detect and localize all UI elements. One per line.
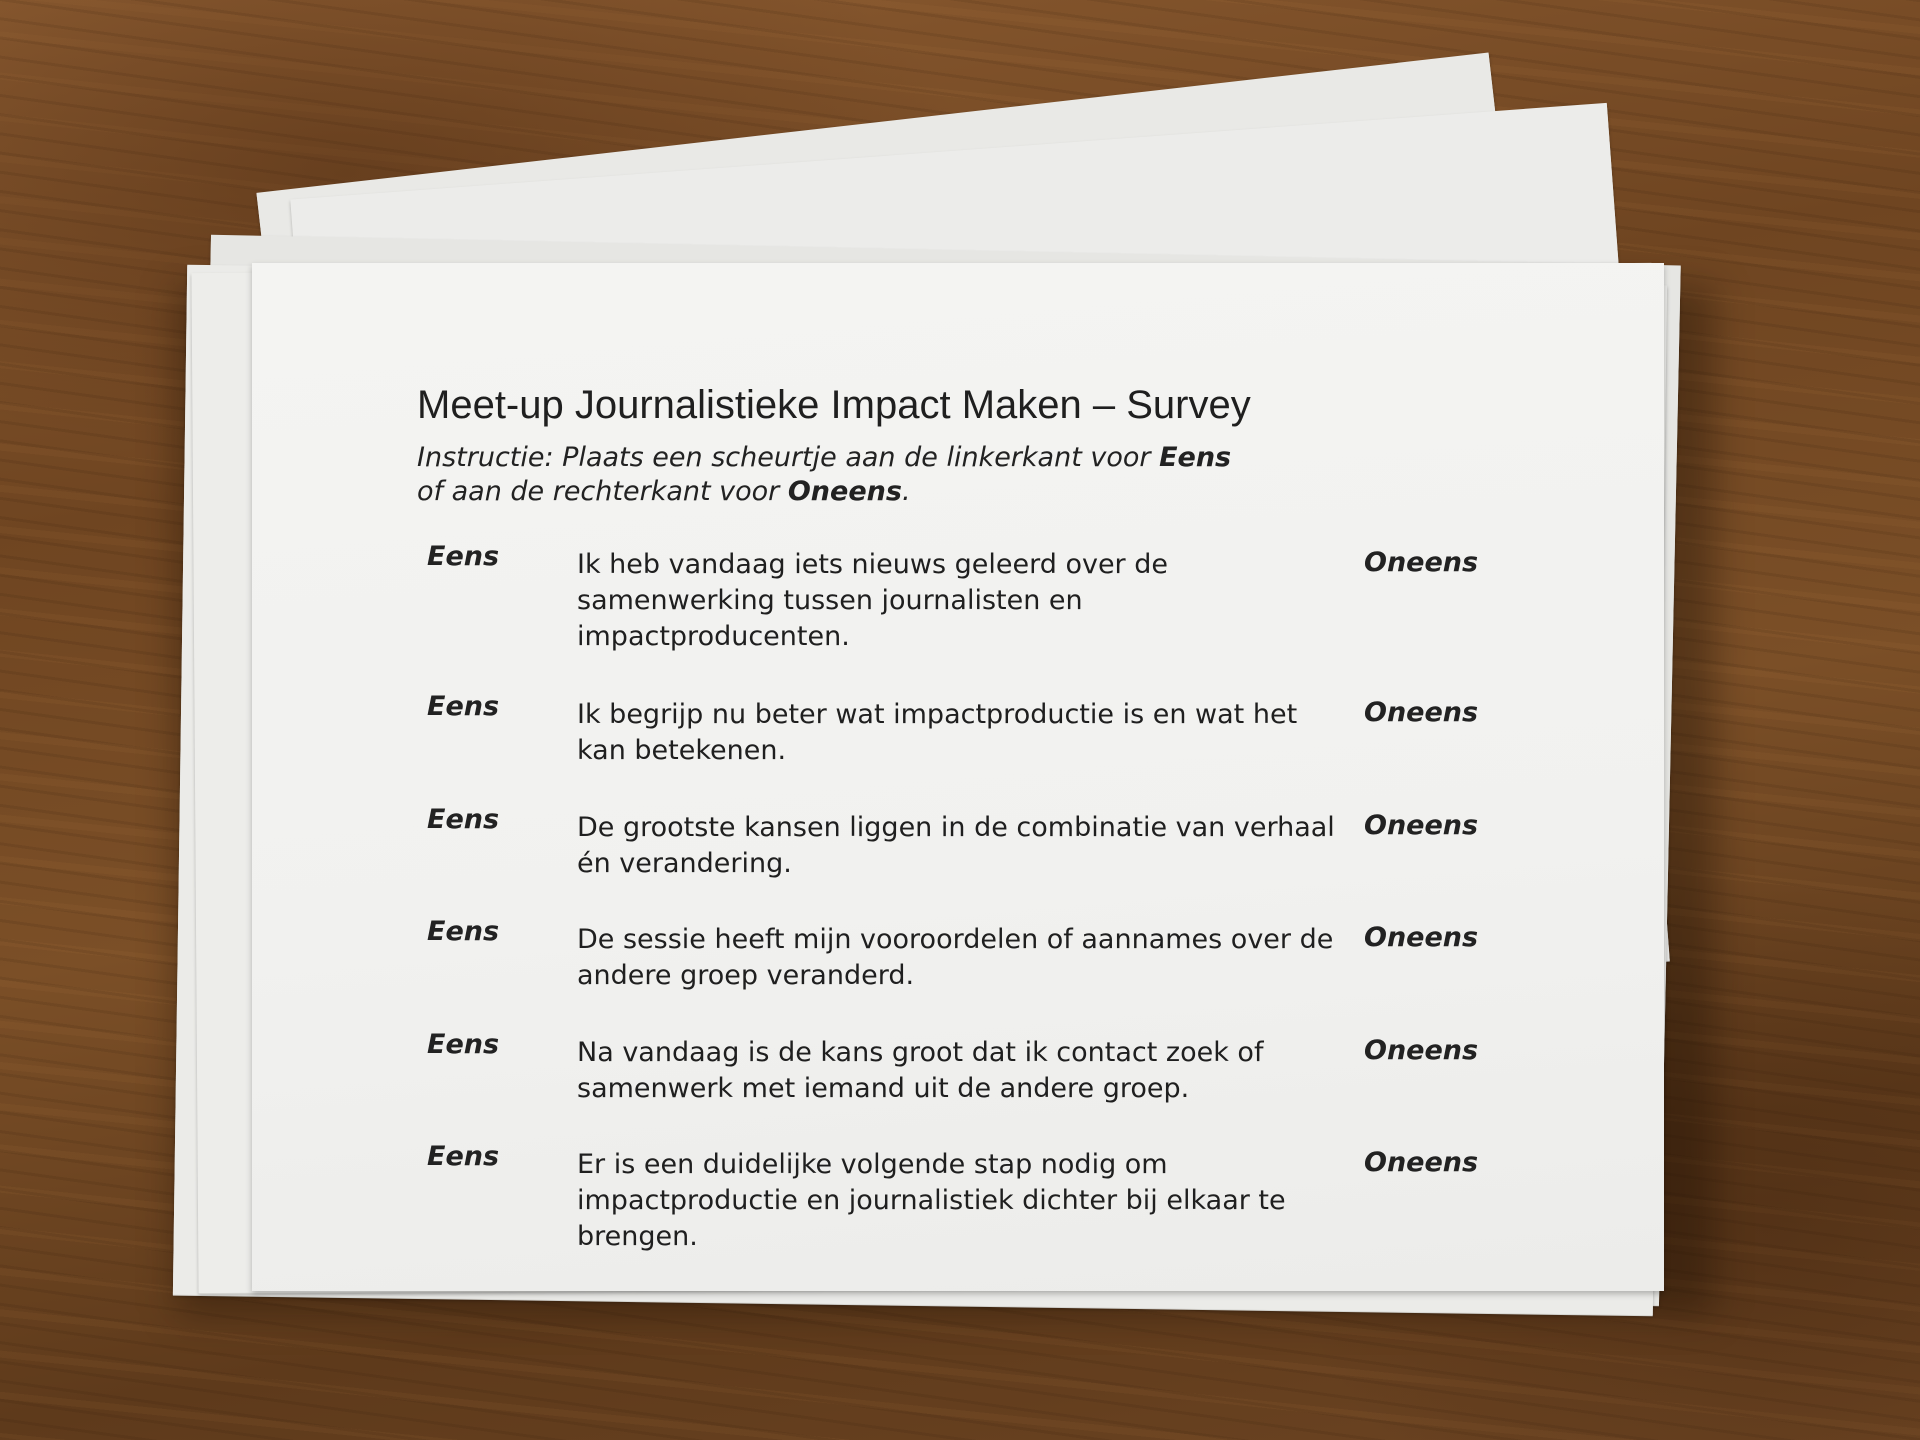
instruction-eens: Eens (1159, 442, 1232, 473)
eens-label: Eens (427, 804, 500, 835)
oneens-label: Oneens (1364, 547, 1479, 578)
survey-card (252, 263, 1664, 1291)
card-title: Meet-up Journalistieke Impact Maken – Survey (417, 383, 1251, 427)
eens-label: Eens (427, 541, 500, 572)
statement-text: Ik begrijp nu beter wat impactproductie is en wat het kan betekenen. (577, 699, 1298, 766)
eens-label: Eens (427, 1141, 500, 1172)
oneens-label: Oneens (1364, 922, 1479, 953)
oneens-label: Oneens (1364, 697, 1479, 728)
instruction-end: . (901, 476, 911, 507)
statement-text: De sessie heeft mijn vooroordelen of aannames over de andere groep veranderd. (577, 924, 1334, 991)
statement-text: De grootste kansen liggen in de combinatie van verhaal én verandering. (577, 812, 1335, 879)
statement-text: Er is een duidelijke volgende stap nodig om impactproductie en journalistiek dichter bij elkaar te brengen. (577, 1149, 1286, 1252)
eens-label: Eens (427, 691, 500, 722)
instruction-oneens: Oneens (787, 476, 902, 507)
statement-text: Na vandaag is de kans groot dat ik contact zoek of samenwerk met iemand uit de andere groep. (577, 1037, 1264, 1104)
oneens-label: Oneens (1364, 1147, 1479, 1178)
oneens-label: Oneens (1364, 810, 1479, 841)
instruction-text (417, 441, 1317, 509)
statement-text: Ik heb vandaag iets nieuws geleerd over de samenwerking tussen journalisten en impactproducenten. (577, 549, 1168, 652)
instruction-part1: Instructie: Plaats een scheurtje aan de linkerkant voor (417, 442, 1160, 473)
oneens-label: Oneens (1364, 1035, 1479, 1066)
eens-label: Eens (427, 1029, 500, 1060)
instruction-part2: of aan de rechterkant voor (417, 476, 788, 507)
eens-label: Eens (427, 916, 500, 947)
